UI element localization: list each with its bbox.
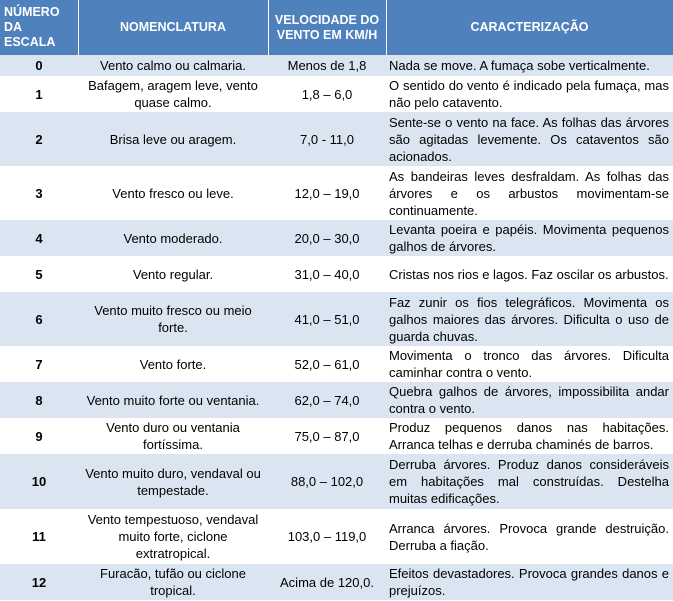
characterization-cell: Faz zunir os fios telegráficos. Movimenta os galhos maiores das árvores. Dificulta o uso de guarda chuvas. (386, 292, 673, 346)
wind-speed-cell: 7,0 - 11,0 (268, 112, 386, 166)
characterization-cell: Levanta poeira e papéis. Movimenta pequenos galhos de árvores. (386, 220, 673, 256)
wind-speed-cell: 88,0 – 102,0 (268, 454, 386, 509)
header-scale-line-3: ESCALA (4, 35, 56, 49)
table-header (0, 0, 673, 55)
scale-number-cell: 1 (0, 76, 78, 112)
wind-speed-cell: 20,0 – 30,0 (268, 220, 386, 256)
wind-speed-cell: 75,0 – 87,0 (268, 418, 386, 454)
scale-number-cell: 4 (0, 220, 78, 256)
nomenclature-cell: Vento duro ou ventania fortíssima. (78, 418, 268, 454)
scale-number-cell: 7 (0, 346, 78, 382)
nomenclature-cell: Bafagem, aragem leve, vento quase calmo. (78, 76, 268, 112)
characterization-cell: Movimenta o tronco das árvores. Dificulta caminhar contra o vento. (386, 346, 673, 382)
header-nomenclature: NOMENCLATURA (78, 0, 268, 55)
characterization-cell: Produz pequenos danos nas habitações. Arranca telhas e derruba chaminés de barros. (386, 418, 673, 454)
scale-number-cell: 2 (0, 112, 78, 166)
characterization-cell: Arranca árvores. Provoca grande destruição. Derruba a fiação. (386, 509, 673, 564)
nomenclature-cell: Vento muito forte ou ventania. (78, 382, 268, 418)
table-row (0, 382, 673, 418)
wind-speed-cell: 12,0 – 19,0 (268, 166, 386, 220)
characterization-cell: O sentido do vento é indicado pela fumaça, mas não pelo catavento. (386, 76, 673, 112)
header-speed-line-1: VELOCIDADE DO (274, 12, 380, 27)
nomenclature-cell: Vento moderado. (78, 220, 268, 256)
scale-number-cell: 8 (0, 382, 78, 418)
table-row (0, 346, 673, 382)
characterization-cell: Sente-se o vento na face. As folhas das árvores são agitadas levemente. Os cataventos são acionados. (386, 112, 673, 166)
characterization-cell: Nada se move. A fumaça sobe verticalmente. (386, 55, 673, 76)
scale-number-cell: 11 (0, 509, 78, 564)
scale-number-cell: 6 (0, 292, 78, 346)
nomenclature-cell: Furacão, tufão ou ciclone tropical. (78, 564, 268, 600)
header-characterization: CARACTERIZAÇÃO (386, 0, 673, 55)
table-row (0, 220, 673, 256)
nomenclature-cell: Vento calmo ou calmaria. (78, 55, 268, 76)
table-row (0, 76, 673, 112)
table-row (0, 509, 673, 564)
nomenclature-cell: Vento muito duro, vendaval ou tempestade. (78, 454, 268, 509)
scale-number-cell: 10 (0, 454, 78, 509)
characterization-cell: Cristas nos rios e lagos. Faz oscilar os arbustos. (386, 256, 673, 292)
characterization-cell: Quebra galhos de árvores, impossibilita andar contra o vento. (386, 382, 673, 418)
header-scale-number (0, 0, 78, 55)
nomenclature-cell: Brisa leve ou aragem. (78, 112, 268, 166)
characterization-cell: Efeitos devastadores. Provoca grandes danos e prejuízos. (386, 564, 673, 600)
header-scale-line-1: NÚMERO (4, 5, 60, 19)
wind-speed-cell: Menos de 1,8 (268, 55, 386, 76)
table-row (0, 256, 673, 292)
nomenclature-cell: Vento tempestuoso, vendaval muito forte, ciclone extratropical. (78, 509, 268, 564)
wind-speed-cell: 1,8 – 6,0 (268, 76, 386, 112)
wind-speed-cell: 103,0 – 119,0 (268, 509, 386, 564)
table-row (0, 292, 673, 346)
header-speed-line-2: VENTO EM KM/H (276, 27, 378, 42)
scale-number-cell: 5 (0, 256, 78, 292)
wind-speed-cell: 62,0 – 74,0 (268, 382, 386, 418)
table-body (0, 55, 673, 600)
scale-number-cell: 9 (0, 418, 78, 454)
scale-number-cell: 3 (0, 166, 78, 220)
table-row (0, 166, 673, 220)
wind-speed-cell: 31,0 – 40,0 (268, 256, 386, 292)
table-row (0, 112, 673, 166)
header-row (0, 0, 673, 55)
scale-number-cell: 12 (0, 564, 78, 600)
characterization-cell: As bandeiras leves desfraldam. As folhas das árvores e os arbustos movimentam-se continuamente. (386, 166, 673, 220)
wind-speed-cell: Acima de 120,0. (268, 564, 386, 600)
table-row (0, 564, 673, 600)
characterization-cell: Derruba árvores. Produz danos consideráveis em habitações mal construídas. Destelha muitas edificações. (386, 454, 673, 509)
table-row (0, 418, 673, 454)
scale-number-cell: 0 (0, 55, 78, 76)
nomenclature-cell: Vento forte. (78, 346, 268, 382)
header-scale-line-2: DA (4, 20, 23, 34)
wind-speed-cell: 41,0 – 51,0 (268, 292, 386, 346)
table-row (0, 55, 673, 76)
nomenclature-cell: Vento regular. (78, 256, 268, 292)
table-row (0, 454, 673, 509)
nomenclature-cell: Vento fresco ou leve. (78, 166, 268, 220)
header-wind-speed (268, 0, 386, 55)
nomenclature-cell: Vento muito fresco ou meio forte. (78, 292, 268, 346)
wind-speed-cell: 52,0 – 61,0 (268, 346, 386, 382)
